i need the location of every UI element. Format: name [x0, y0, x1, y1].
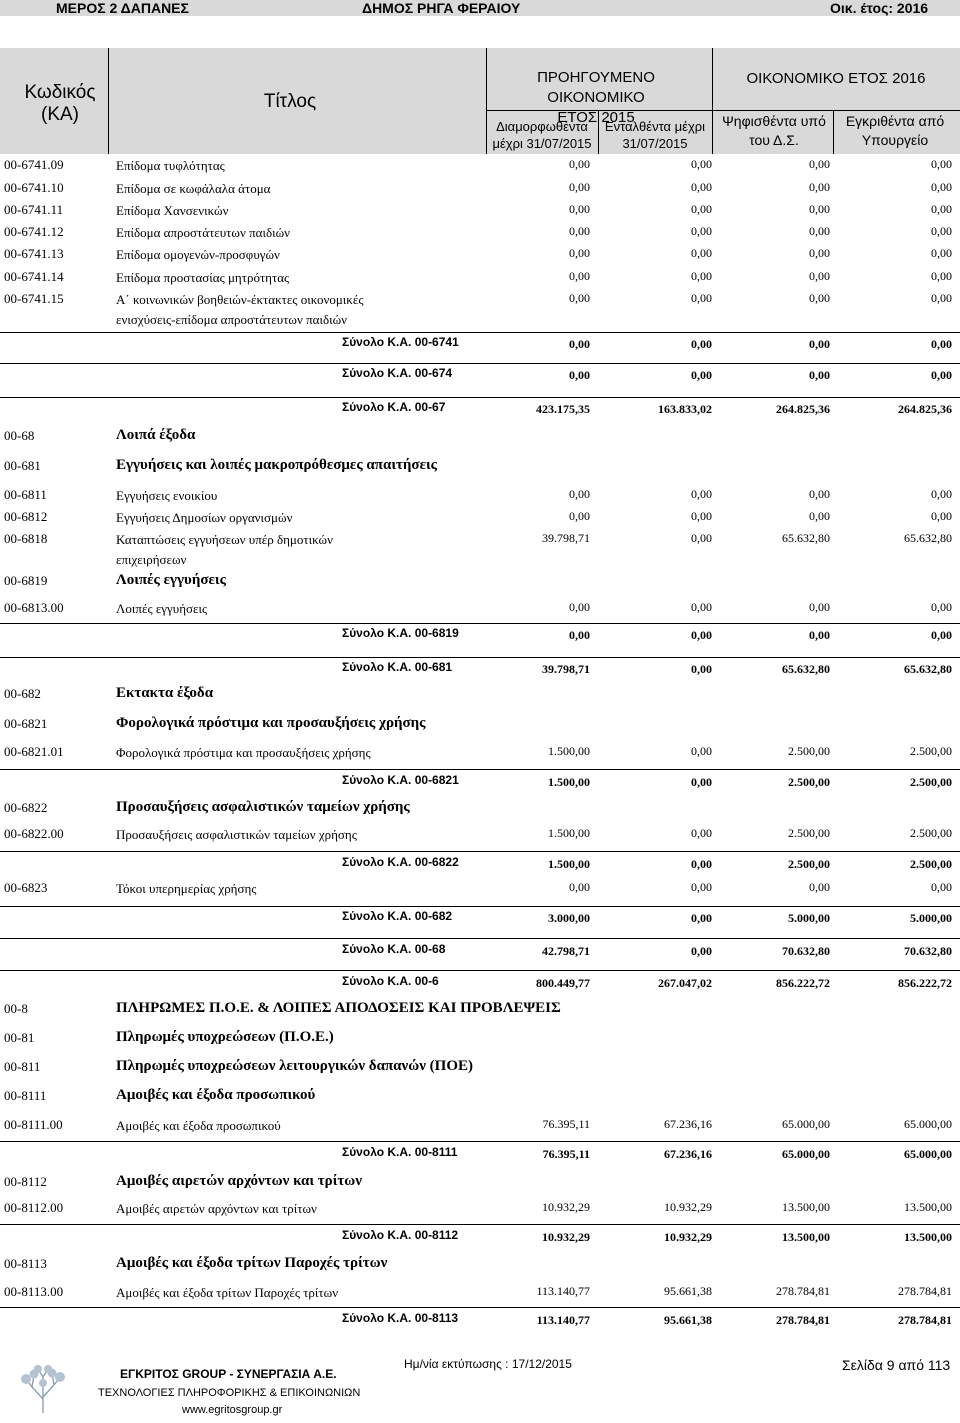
amount-cell: 0,00: [569, 157, 590, 171]
amount-cell: 0,00: [691, 531, 712, 545]
subtotal-value: 856.222,72: [898, 976, 952, 990]
subtotal-value: 1.500,00: [548, 775, 590, 789]
subtotal-divider: [0, 906, 960, 907]
account-code: 00-681: [4, 458, 41, 473]
account-title: Λοιπές εγγυήσεις: [116, 601, 208, 616]
header-divider: [833, 110, 834, 154]
amount-cell: 278.784,81: [898, 1284, 952, 1298]
subtotal-label: Σύνολο Κ.Α. 00-674: [342, 366, 453, 380]
company-name: ΕΓΚΡΙΤΟΣ GROUP - ΣΥΝΕΡΓΑΣΙΑ Α.Ε.: [120, 1367, 337, 1381]
account-code: 00-6741.13: [4, 246, 64, 261]
subtotal-value: 0,00: [691, 775, 712, 789]
amount-cell: 0,00: [691, 826, 712, 840]
subtotal-divider: [0, 938, 960, 939]
subtotal-value: 0,00: [569, 628, 590, 642]
account-code: 00-8: [4, 1001, 28, 1016]
subtotal-value: 0,00: [691, 662, 712, 676]
account-title: Επίδομα προστασίας μητρότητας: [116, 270, 290, 285]
subtotal-value: 264.825,36: [898, 402, 952, 416]
amount-cell: 0,00: [809, 509, 830, 523]
subtotal-value: 163.833,02: [658, 402, 712, 416]
subtotal-label: Σύνολο Κ.Α. 00-8113: [342, 1311, 459, 1325]
subtotal-value: 5.000,00: [910, 911, 952, 925]
subtotal-value: 278.784,81: [776, 1313, 830, 1327]
account-code: 00-8111: [4, 1088, 47, 1103]
amount-cell: 0,00: [931, 246, 952, 260]
amount-cell: 0,00: [931, 880, 952, 894]
account-title: Καταπτώσεις εγγυήσεων υπέρ δημοτικών: [116, 532, 333, 547]
subtotal-value: 0,00: [931, 628, 952, 642]
amount-cell: 0,00: [931, 291, 952, 305]
amount-cell: 67.236,16: [664, 1117, 712, 1131]
subtotal-value: 39.798,71: [542, 662, 590, 676]
amount-cell: 2.500,00: [788, 744, 830, 758]
subtotal-value: 65.000,00: [782, 1147, 830, 1161]
subtotal-value: 67.236,16: [664, 1147, 712, 1161]
amount-cell: 0,00: [691, 180, 712, 194]
subtotal-value: 856.222,72: [776, 976, 830, 990]
account-title: Επίδομα σε κωφάλαλα άτομα: [116, 181, 271, 196]
subtotal-divider: [0, 851, 960, 852]
subtotal-value: 70.632,80: [904, 944, 952, 958]
account-title: Αμοιβές αιρετών αρχόντων και τρίτων: [116, 1201, 317, 1216]
subtotal-value: 42.798,71: [542, 944, 590, 958]
amount-cell: 0,00: [569, 246, 590, 260]
amount-cell: 0,00: [569, 180, 590, 194]
subtotal-value: 0,00: [691, 628, 712, 642]
amount-cell: 0,00: [691, 269, 712, 283]
section-label: ΜΕΡΟΣ 2 ΔΑΠΑΝΕΣ: [56, 0, 189, 16]
account-title: Εγγυήσεις ενοικίου: [116, 488, 218, 503]
account-code: 00-6813.00: [4, 600, 64, 615]
subtotal-divider: [0, 1224, 960, 1225]
amount-cell: 13.500,00: [782, 1200, 830, 1214]
account-title: Εγγυήσεις Δημοσίων οργανισμών: [116, 510, 293, 525]
account-code: 00-6819: [4, 573, 48, 588]
account-title: Επίδομα ομογενών-προσφυγών: [116, 247, 280, 262]
amount-cell: 0,00: [809, 487, 830, 501]
subtotal-value: 2.500,00: [910, 775, 952, 789]
amount-cell: 113.140,77: [536, 1284, 590, 1298]
amount-cell: 2.500,00: [910, 744, 952, 758]
amount-cell: 0,00: [931, 487, 952, 501]
amount-cell: 76.395,11: [542, 1117, 590, 1131]
subtotal-value: 5.000,00: [788, 911, 830, 925]
account-code: 00-811: [4, 1059, 41, 1074]
section-heading: ΠΛΗΡΩΜΕΣ Π.Ο.Ε. & ΛΟΙΠΕΣ ΑΠΟΔΟΣΕΙΣ ΚΑΙ ΠΡΟΒΛΕΨΕΙΣ: [116, 1000, 561, 1016]
page-number: Σελίδα 9 από 113: [842, 1357, 951, 1373]
code-header: Κωδικός (ΚΑ): [24, 82, 96, 125]
account-code: 00-6741.15: [4, 291, 64, 306]
subtotal-value: 0,00: [691, 911, 712, 925]
amount-cell: 0,00: [931, 180, 952, 194]
account-code: 00-6821: [4, 716, 48, 731]
amount-cell: 0,00: [931, 269, 952, 283]
top-banner: [0, 0, 960, 16]
amount-cell: 0,00: [569, 600, 590, 614]
subtotal-value: 10.932,29: [664, 1230, 712, 1244]
company-tagline: ΤΕΧΝΟΛΟΓΙΕΣ ΠΛΗΡΟΦΟΡΙΚΗΣ & ΕΠΙΚΟΙΝΩΝΙΩΝ: [98, 1387, 361, 1399]
subtotal-divider: [0, 1141, 960, 1142]
subtotal-label: Σύνολο Κ.Α. 00-6819: [342, 626, 459, 640]
tree-logo-icon: [14, 1365, 72, 1415]
account-title-cont: ενισχύσεις-επίδομα απροστάτευτων παιδιών: [116, 312, 348, 327]
subtotal-label: Σύνολο Κ.Α. 00-681: [342, 660, 453, 674]
account-code: 00-8112.00: [4, 1200, 64, 1215]
amount-cell: 0,00: [809, 600, 830, 614]
account-title: Επίδομα Χανσενικών: [116, 203, 229, 218]
amount-cell: 0,00: [569, 509, 590, 523]
account-code: 00-68: [4, 428, 35, 443]
amount-cell: 0,00: [931, 202, 952, 216]
amount-cell: 0,00: [691, 880, 712, 894]
subtotal-value: 0,00: [691, 337, 712, 351]
amount-cell: 0,00: [691, 600, 712, 614]
header-divider: [108, 48, 109, 154]
subtotal-value: 76.395,11: [542, 1147, 590, 1161]
amount-cell: 0,00: [931, 600, 952, 614]
subtotal-value: 278.784,81: [898, 1313, 952, 1327]
header-divider: [712, 48, 713, 154]
title-header: Τίτλος: [263, 91, 317, 112]
subtotal-value: 65.000,00: [904, 1147, 952, 1161]
account-code: 00-682: [4, 686, 41, 701]
header-divider: [598, 110, 599, 154]
print-date: Ημ/νία εκτύπωσης : 17/12/2015: [404, 1357, 572, 1371]
header-divider: [486, 48, 487, 154]
subtotal-divider: [0, 657, 960, 658]
company-website: www.egritosgroup.gr: [182, 1404, 283, 1416]
amount-cell: 2.500,00: [788, 826, 830, 840]
account-code: 00-6741.12: [4, 224, 64, 239]
account-code: 00-8111.00: [4, 1117, 63, 1132]
subtotal-label: Σύνολο Κ.Α. 00-68: [342, 942, 446, 956]
amount-cell: 0,00: [569, 202, 590, 216]
amount-cell: 0,00: [931, 157, 952, 171]
subtotal-value: 0,00: [809, 337, 830, 351]
account-title: Φορολογικά πρόστιμα και προσαυξήσεις χρήσης: [116, 745, 371, 760]
amount-cell: 0,00: [691, 224, 712, 238]
subtotal-value: 65.632,80: [782, 662, 830, 676]
account-code: 00-6741.11: [4, 202, 64, 217]
amount-cell: 2.500,00: [910, 826, 952, 840]
subtotal-value: 0,00: [569, 368, 590, 382]
subtotal-value: 13.500,00: [782, 1230, 830, 1244]
account-title-cont: επιχειρήσεων: [116, 552, 187, 567]
amount-cell: 0,00: [809, 180, 830, 194]
subtotal-value: 0,00: [931, 337, 952, 351]
col-voted-header: Ψηφισθέντα υπό του Δ.Σ.: [722, 113, 826, 148]
amount-cell: 0,00: [691, 487, 712, 501]
section-heading: Αμοιβές αιρετών αρχόντων και τρίτων: [116, 1173, 362, 1189]
subtotal-value: 95.661,38: [664, 1313, 712, 1327]
subtotal-divider: [0, 397, 960, 398]
amount-cell: 65.000,00: [904, 1117, 952, 1131]
section-heading: Πληρωμές υποχρεώσεων (Π.Ο.Ε.): [116, 1029, 334, 1045]
amount-cell: 95.661,38: [664, 1284, 712, 1298]
amount-cell: 10.932,29: [542, 1200, 590, 1214]
amount-cell: 0,00: [569, 880, 590, 894]
subtotal-label: Σύνολο Κ.Α. 00-67: [342, 400, 446, 414]
subtotal-divider: [0, 623, 960, 624]
amount-cell: 0,00: [809, 269, 830, 283]
subtotal-value: 0,00: [931, 368, 952, 382]
subtotal-label: Σύνολο Κ.Α. 00-6741: [342, 335, 459, 349]
account-code: 00-6741.14: [4, 269, 64, 284]
amount-cell: 0,00: [691, 509, 712, 523]
amount-cell: 0,00: [569, 487, 590, 501]
amount-cell: 0,00: [809, 291, 830, 305]
amount-cell: 39.798,71: [542, 531, 590, 545]
amount-cell: 0,00: [809, 224, 830, 238]
subtotal-value: 264.825,36: [776, 402, 830, 416]
subtotal-label: Σύνολο Κ.Α. 00-6821: [342, 773, 459, 787]
subtotal-value: 13.500,00: [904, 1230, 952, 1244]
section-heading: Αμοιβές και έξοδα προσωπικού: [116, 1087, 316, 1103]
amount-cell: 0,00: [809, 880, 830, 894]
account-code: 00-81: [4, 1030, 35, 1045]
subtotal-value: 1.500,00: [548, 857, 590, 871]
subtotal-value: 2.500,00: [788, 775, 830, 789]
subtotal-label: Σύνολο Κ.Α. 00-6822: [342, 855, 459, 869]
account-title: Αμοιβές και έξοδα προσωπικού: [116, 1118, 281, 1133]
subtotal-value: 267.047,02: [658, 976, 712, 990]
account-code: 00-6821.01: [4, 744, 64, 759]
subtotal-value: 65.632,80: [904, 662, 952, 676]
account-title: Επίδομα απροστάτευτων παιδιών: [116, 225, 291, 240]
account-code: 00-8112: [4, 1174, 47, 1189]
account-code: 00-6818: [4, 531, 48, 546]
subtotal-value: 0,00: [691, 368, 712, 382]
section-heading: Λοιπά έξοδα: [116, 427, 196, 443]
col-approved-header: Εγκριθέντα από Υπουργείο: [845, 113, 945, 148]
amount-cell: 1.500,00: [548, 826, 590, 840]
subtotal-value: 800.449,77: [536, 976, 590, 990]
subtotal-value: 0,00: [691, 944, 712, 958]
amount-cell: 0,00: [569, 269, 590, 283]
subtotal-divider: [0, 1307, 960, 1308]
amount-cell: 65.000,00: [782, 1117, 830, 1131]
section-heading: Εκτακτα έξοδα: [116, 685, 214, 701]
section-heading: Αμοιβές και έξοδα τρίτων Παροχές τρίτων: [116, 1255, 388, 1271]
amount-cell: 0,00: [691, 202, 712, 216]
subtotal-value: 0,00: [569, 337, 590, 351]
account-code: 00-6822.00: [4, 826, 64, 841]
subtotal-value: 2.500,00: [910, 857, 952, 871]
subtotal-value: 0,00: [809, 628, 830, 642]
subtotal-label: Σύνολο Κ.Α. 00-8111: [342, 1145, 458, 1159]
amount-cell: 278.784,81: [776, 1284, 830, 1298]
account-code: 00-6741.09: [4, 157, 64, 172]
account-title: Αμοιβές και έξοδα τρίτων Παροχές τρίτων: [116, 1285, 339, 1300]
amount-cell: 0,00: [931, 224, 952, 238]
fiscal-year: Οικ. έτος: 2016: [830, 0, 929, 16]
account-title: Α΄ κοινωνικών βοηθειών-έκτακτες οικονομικές: [116, 292, 364, 307]
subtotal-label: Σύνολο Κ.Α. 00-8112: [342, 1228, 459, 1242]
amount-cell: 0,00: [931, 509, 952, 523]
subtotal-label: Σύνολο Κ.Α. 00-682: [342, 909, 453, 923]
amount-cell: 0,00: [691, 291, 712, 305]
subtotal-value: 0,00: [809, 368, 830, 382]
amount-cell: 13.500,00: [904, 1200, 952, 1214]
section-heading: Προσαυξήσεις ασφαλιστικών ταμείων χρήσης: [116, 799, 410, 815]
table-header: [0, 48, 960, 154]
account-code: 00-6823: [4, 880, 48, 895]
account-code: 00-8113: [4, 1256, 47, 1271]
account-title: Τόκοι υπερημερίας χρήσης: [116, 881, 257, 896]
section-heading: Πληρωμές υποχρεώσεων λειτουργικών δαπανών (ΠΟΕ): [116, 1058, 473, 1074]
amount-cell: 0,00: [809, 202, 830, 216]
amount-cell: 0,00: [691, 246, 712, 260]
amount-cell: 0,00: [569, 291, 590, 305]
col-issued-header: Ενταλθέντα μέχρι 31/07/2015: [604, 119, 706, 151]
subtotal-label: Σύνολο Κ.Α. 00-6: [342, 974, 439, 988]
amount-cell: 0,00: [809, 157, 830, 171]
subtotal-value: 3.000,00: [548, 911, 590, 925]
subtotal-value: 2.500,00: [788, 857, 830, 871]
subtotal-value: 10.932,29: [542, 1230, 590, 1244]
subtotal-divider: [0, 970, 960, 971]
section-heading: Λοιπές εγγυήσεις: [116, 572, 226, 588]
cur-year-header: ΟΙΚΟΝΟΜΙΚΟ ΕΤΟΣ 2016: [746, 70, 926, 87]
section-heading: Φορολογικά πρόστιμα και προσαυξήσεις χρήσης: [116, 715, 426, 731]
subtotal-value: 113.140,77: [536, 1313, 590, 1327]
prev-year-header: ΠΡΟΗΓΟΥΜΕΝΟ ΟΙΚΟΝΟΜΙΚΟ ΕΤΟΣ 2015: [537, 69, 655, 126]
account-title: Προσαυξήσεις ασφαλιστικών ταμείων χρήσης: [116, 827, 357, 842]
amount-cell: 0,00: [691, 157, 712, 171]
subtotal-value: 0,00: [691, 857, 712, 871]
amount-cell: 0,00: [691, 744, 712, 758]
account-code: 00-6811: [4, 487, 47, 502]
municipality-name: ΔΗΜΟΣ ΡΗΓΑ ΦΕΡΑΙΟΥ: [362, 0, 521, 16]
account-code: 00-6812: [4, 509, 48, 524]
account-code: 00-6741.10: [4, 180, 64, 195]
account-code: 00-8113.00: [4, 1284, 64, 1299]
subtotal-value: 70.632,80: [782, 944, 830, 958]
account-title: Επίδομα τυφλότητας: [116, 158, 225, 173]
amount-cell: 10.932,29: [664, 1200, 712, 1214]
subtotal-divider: [0, 769, 960, 770]
amount-cell: 65.632,80: [904, 531, 952, 545]
subtotal-divider: [0, 363, 960, 364]
account-code: 00-6822: [4, 800, 48, 815]
header-divider: [486, 110, 960, 111]
subtotal-divider: [0, 332, 960, 333]
col-formed-header: Διαμορφωθέντα μέχρι 31/07/2015: [492, 119, 592, 151]
amount-cell: 0,00: [569, 224, 590, 238]
section-heading: Εγγυήσεις και λοιπές μακροπρόθεσμες απαιτήσεις: [116, 457, 437, 473]
amount-cell: 1.500,00: [548, 744, 590, 758]
amount-cell: 0,00: [809, 246, 830, 260]
subtotal-value: 423.175,35: [536, 402, 590, 416]
amount-cell: 65.632,80: [782, 531, 830, 545]
